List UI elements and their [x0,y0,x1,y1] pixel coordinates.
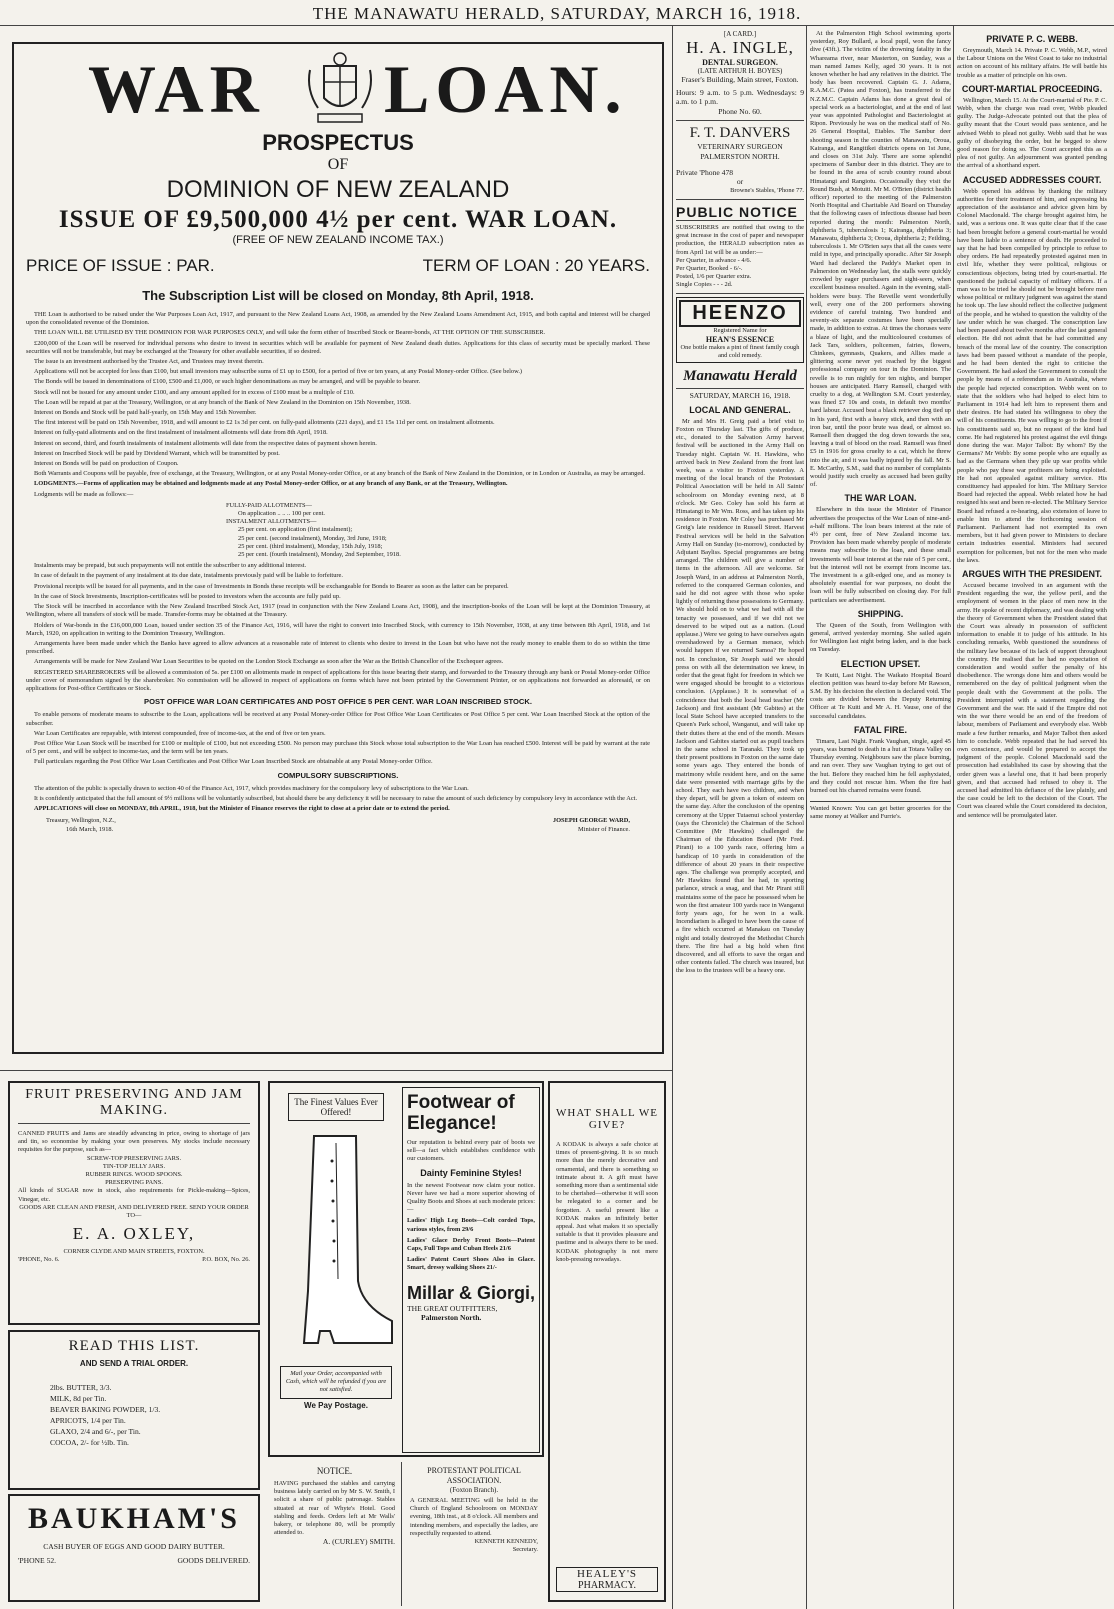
news-column-text: Te Kuiti, Last Night. The Waikato Hospital Board election petition was heard to-day before Mr Rawson, S.M. By his decision the election is declared void. The costs are divided between the Deputy Returning Officer at Te Kuiti and Mr A. H. Vause, one of the successful candidates. [810,671,951,720]
boot-icon [274,1131,398,1361]
section-heading: PRIVATE P. C. WEBB. [986,34,1078,44]
news-column-text: Wellington, March 15. At the Court-martial of Pte. P. C. Webb, when the charge was read over, Webb pleaded guilty. The Judge-Advocate pointed out that the plea of guilty meant that the Court would pass sentence, and he advised Webb to plead not guilty. Webb said that he was guilty of disobeying the order, but he begged to show good reason for doing so. The Court accepted this as a plea of not guilty. An adjournment was granted pending the arrival of a shorthand expert. [957,96,1107,170]
notice-body: A GENERAL MEETING will be held in the Church of England Schoolroom on MONDAY evening, 18th inst., at 8 o'clock. All members and intending members, and especially the ladies, are respectfully requested to attend. [410,1497,538,1537]
rate-line: Posted, 1/6 per Quarter extra. [676,273,752,281]
allotments-schedule [26,502,650,559]
section-heading: LOCAL AND GENERAL. [689,404,791,415]
section-heading: ARGUES WITH THE PRESIDENT. [961,568,1102,579]
mail-order-note: Mail your Order, accompanied with Cash, which will be refunded if you are not satisfied. [280,1366,392,1399]
paragraph: Post Office War Loan Stock will be inscribed for £100 or multiple of £100, but not exceeding £500. No person may purchase this Stock whose total subscription to the War Loan has reached £500. Interest will be paid by warrant at the rate of 5 per cent., and will be subject to income-tax, and the term will be ten years. [26,739,650,756]
ad-address: CORNER CLYDE AND MAIN STREETS, FOXTON. [63,1248,205,1256]
paragraph: Interest on fully-paid allotments and on the first instalment of instalment allotments will date from 8th April, 1918. [34,429,328,437]
paragraph: The attention of the public is specially drawn to section 40 of the Finance Act, 1917, which provides machinery for the compulsory levy of subscriptions to the War Loan. [34,784,469,792]
paragraph: Stock will not be issued for any amount under £100, and any amount applied for in excess of £100 must be a multiple of £10. [34,388,355,396]
list-item: PRESERVING PANS. [105,1179,163,1187]
vet-name: F. T. DANVERS [689,125,791,142]
news-column-text: Mr and Mrs H. Greig paid a brief visit to Foxton on Thursday last. The gifts of produce, etc., donated to the Salvation Army harvest festival will be auctioned in the Army Hall on Tuesday night. Captain W. H. Hawkins, who arrived back in New Zealand from the front last week, was a visitor to Foxton yesterday. A meeting of the local branch of the Protestant Political Association will be held in All Saints' schoolroom on Monday evening next, at 8 o'clock. Mr Geo. Coley has sold his farm at Himatangi to Mr Wm. Ross, and has taken up his residence in Foxton. Mr Coley has purchased Mr Greig's late residence in Russell Street. Harvest Festival services will be held in the Salvation Army Hall on Sunday (to-morrow), conducted by Adjutant Bayliss. Special programmes are being arranged. The children will give a number of items in the afternoon. All are welcome. Sir Joseph Ward, in an address at Palmerston North, referred to the conquered German colonies, and said he did not agree with those who spoke lightly of returning these possessions to Germany. We should hold on to what we had with all the tenacity we possessed, and if we did not we deserved to be wiped out as a nation. (Loud applause.) Were we going to have ourselves again overshadowed by a German menace, which would happen if we returned Samoa? He hoped not. In conclusion, Sir Joseph said we should press on with all the determination we knew, in order that the great fight for freedom in which we were engaged should be brought to a victorious conclusion. (Applause.) It is somewhat of a coincidence that both the local head teacher (Mr Jackson) and first assistant (Mr Gabites) at the local State School have accepted transfers to the Queen's Park school, Wanganui, and will take up their duties there at the end of the month. Messrs Jackson and Gabites started out as pupil teachers in the same school in Taranaki. They took up their present positions in Foxton on the same date some years ago. They entered the bonds of matrimony while resident here, and on the same date were presented with marriage gifts by the school. They each have two children, and when they depart, will be given a token of esteem on the same day. After the conclusion of the opening ceremony at the Upper Tutaenui school yesterday (says the Chronicle) the Chairman of the School Committee (Mr Hawkins) challenged the Chairman of the Education Board (Mr Fred. Pirani) to a 100 yards race, offering him a handicap of 10 yards in consideration of the difference of about 20 years in their respective ages. The challenge was promptly accepted, and Mr Hawkins found that he had, in sporting parlance, struck a snag, and that Mr Pirani still maintains some of the pace he possessed when he won the first amateur 100 yards race in Wanganui forty years ago, for he won in a walk. Incendiarism is alleged to have been the cause of a fire which occurred at Manakau on Tuesday night and totally destroyed the Methodist Church there. The fire had a big hold when first discovered, and all efforts to save the organ and other contents failed. The church was insured, but the loss to the trustees will be a heavy one. [676,417,804,975]
finest-values-banner: The Finest Values Ever Offered! [288,1093,384,1121]
paragraph: Both Warrants and Coupons will be payable, free of exchange, at the Treasury, Wellington, or at any Postal Money-order Office, or at any branch of the Bank of New Zealand in the Dominion, or in London or Australia, as may be arranged. [34,470,646,478]
price-list [20,1382,248,1448]
ad-body: In the newest Footwear now claim your notice. Never have we had a more superior showing of Quality Boots and Shoes at such moderate prices:— [407,1181,535,1214]
column-5 [957,30,1107,1606]
section-heading: THE WAR LOAN. [844,493,917,504]
price-item: Ladies' Glace Derby Front Boots—Patent Caps, Full Tops and Cuban Heels 21/6 [407,1236,535,1253]
paragraph: Interest on Inscribed Stock will be paid by Dividend Warrant, which will be transmitted by post. [34,449,280,457]
schedule-line: 25 per cent. (third instalment), Monday, 15th July, 1918; [238,542,383,550]
ad-body: A KODAK is always a safe choice at times of present-giving. It is so much more than the merely decorative and ornamental, and there is something so intimate about it. A gift must have something more than a sentimental side to be cherished—otherwise it will soon be relegated to a corner and be forgotten. A useful present like a KODAK makes an infinitely better appeal. Just what makes it so specially suitable is that it provides pleasure and pastime and is always there to be used. KODAK photography is not mere knob-pressing nowadays. [556,1141,658,1263]
masthead: THE MANAWATU HERALD, SATURDAY, MARCH 16, 1918. [0,0,1114,26]
pla-notice [404,1462,544,1606]
section-heading: COURT-MARTIAL PROCEEDING. [961,83,1103,94]
shop-town: Palmerston North. [421,1313,482,1323]
rate-line: Single Copies - - - 2d. [676,281,804,293]
rate-line: Per Quarter, in advance - 4/6. [676,256,752,264]
coat-of-arms-emblem [304,50,376,126]
issue-heading: ISSUE OF £9,500,000 4½ per cent. WAR LOAN. [58,206,618,233]
news-column-text: Timaru, Last Night. Frank Vaughan, single, aged 45 years, was burned to death in a hut at Totara Valley on Thursday evening. Neighbours saw the place burning, and ran over. They saw Vaughan trying to get out of the hut. Before they reached him he fell asphyxiated, and they could not rescue him. When the fire had burned out his charred remains were found. [810,737,951,795]
notice-title: NOTICE. [316,1466,353,1476]
column-rule [672,26,673,1609]
kodak-gift-ad [548,1081,666,1602]
section-rule [0,1070,672,1071]
ad-merchant-name: E. A. OXLEY, [72,1224,196,1244]
war-loan-header [26,50,650,128]
list-item: SCREW-TOP PRESERVING JARS. [86,1154,182,1162]
news-column-text: Webb opened his address by thanking the military authorities for their treatment of him, and expressing his appreciation of the assistance and advice given him by Colonel Macdonald. The charge brought against him, he said, was a serious one. It was quite clear that if the case had been brought before a general court-martial he would have been liable to a sentence of death. He proceeded to say that he had been compelled by principle to refuse to obey orders. He had repeatedly protested against men in civil life, whether they were political, religious or conscientious objectors, being tried by court-martial. He questioned the judicial capacity of military officers. If a man was to be tried he should not be brought before men whose political or military judgment was against the stand he took up. The law should reflect the collective judgment of the people, and he wished to question the validity of the law under which he was charged. The conscription law had been passed about twelve months after the last general election. He did not admit that he had committed any breach of the moral law of the country. The conscription laws had been passed without a mandate of the people, and he had been denied the right to criticise the Government. He had asked the Government to consult the people by means of a referendum as in Australia, where the people had rejected conscription. Webb went on to state that the soldiers who had helped to elect him to Parliament in 1914 had left him to represent them and their desires. He had stated his willingness to obey the will of his constituents. He was willing to go to the front if his constituents said so, but no request of the kind had come. He had registered his protest against the evil things done during the war. Major Talbot: By whom? By the Germans? Mr Webb: By some people who are equally as bad as the Germans when they pile up war profits while people who pay these war profiteers are being exploited. He had not appealed against military service. His constituency had appealed for him. The Military Service Board had rejected the appeal. Webb related how he had resigned his seat and been re-elected. The Military Service Board had refused a re-hearing, also extension of leave to enable him to attend the forthcoming session of Parliament. Parliament had not exempted its own members, but it had given power to Ministers to declare certain industries essential. Ministers had secured exemption for policemen, but not for the men who made the laws. [957,187,1107,564]
stables-notice [268,1462,402,1606]
list-item: RUBBER RINGS. WOOD SPOONS. [85,1171,183,1179]
closing-notice: The Subscription List will be closed on Monday, 8th April, 1918. [142,288,534,303]
paragraph: The Loan will be repaid at par at the Treasury, Wellington, or at any branch of the Bank of New Zealand in the Dominion on 15th November, 1938. [34,398,411,406]
ad-line: CASH BUYER OF EGGS AND GOOD DAIRY BUTTER. [43,1542,225,1551]
ad-sugar: All kinds of SUGAR now in stock, also requirements for Pickle-making—Spices, Vinegar, etc. [18,1187,250,1203]
news-column-text: Greymouth, March 14. Private P. C. Webb, M.P., wired the Labour Unions on the West Coast to take no industrial action on account of his military affairs. He will battle his trouble as a matter of principle on his own. [957,47,1107,79]
fruit-preserving-ad [8,1081,260,1325]
ad-body: CANNED FRUITS and Jams are steadily advancing in price, owing to shortage of jars and tin, so economise by making your own preserves. My stocks include necessary requisites for the purpose, such as— [18,1130,250,1154]
public-notice-body: SUBSCRIBERS are notified that owing to the great increase in the cost of paper and newspaper production, the HERALD subscription rates as from April 1st will be as under:— [676,223,804,256]
section-heading: FATAL FIRE. [854,724,907,735]
war-loan-title-right: LOAN. [384,51,628,127]
dentist-building: Fraser's Building, Main street, Foxton. [681,75,799,84]
dentist-name: H. A. INGLE, [686,38,794,57]
list-item: COCOA, 2/- for ½lb. Tin. [50,1438,129,1447]
post-office-heading: POST OFFICE WAR LOAN CERTIFICATES AND POST OFFICE 5 PER CENT. WAR LOAN INSCRIBED STOCK. [144,697,532,707]
schedule-heading: INSTALMENT ALLOTMENTS— [226,518,317,526]
war-loan-prospectus [12,42,664,1054]
paragraph: £200,000 of the Loan will be reserved for individual persons who desire to invest in securities which will be available for payment of New Zealand death duties. Applications for this class of security must be specially marked. These securities will not be transferable, but may be exchanged at the Treasury for other available securities, if so desired. [26,339,650,355]
column-4 [810,30,951,1606]
section-heading: SHIPPING. [857,608,904,619]
ad-headline: Footwear of [407,1092,515,1113]
paragraph: Arrangements will be made for New Zealand War Loan Securities to be quoted on the London Stock Exchange as soon after the War as the British Chancellor of the Exchequer agrees. [34,658,504,666]
boot-illustration-panel [274,1087,398,1453]
ad-subtitle: AND SEND A TRIAL ORDER. [79,1359,189,1368]
dentist-hours: Hours: 9 a.m. to 5 p.m. Wednesdays: 9 a.m. to 1 p.m. [676,87,804,107]
prospectus-body [26,311,650,834]
footwear-text-panel [402,1087,540,1453]
signature-block [26,817,650,833]
pharmacy-name: HEALEY'S [576,1568,638,1580]
paragraph: Applications will not be accepted for less than £100, but small investors may subscribe sums of £1 up to £500, for a period of five or ten years, at any Postal Money-order Office. (See below.) [34,368,523,376]
section-heading: ELECTION UPSET. [840,658,921,669]
vet-phone: Browne's Stables, 'Phone 77. [676,187,804,200]
ad-po-box: P.O. BOX, No. 26. [202,1256,250,1264]
herald-date: SATURDAY, MARCH 16, 1918. [689,391,791,401]
ad-body: Our reputation is behind every pair of boots we sell—a fact which establishes confidence with our customers. [407,1139,535,1163]
column-rule [806,26,807,1609]
notice-signed: A. (CURLEY) SMITH. [322,1537,395,1547]
news-column-text: At the Palmerston High School swimming sports yesterday, Roy Bullard, a local pupil, won the fancy dive (43ft.). The victim of the drowning fatality in the Whareama river, near Masterton, on Sunday, was a man named James Kelly, aged 30 years. It is not known whether he had any relatives in the district. The body has been recovered. Captain G. J. Adams, R.A.M.C. (Patea and Foxton), has transferred to the N.Z.M.C. Captain Adams has done a great deal of special work as a bacteriologist, and at the end of last year was appointed Pathologist and Bacteriologist at Ripon. Previously he was on the medical staff of No. 26 General Hospital, Etables. The Sambur deer shooting season in the counties of Manawatu, Oroua, Kairanga, and Rangitikei districts opens on 1st June, and closes on 31st July. There are some splendid specimens of Sambur deer in this district. They are to be found in the area of scrub country round about Himatangi and Rangiotu. Occasionally they visit the Round Bush, at Motuiti. Mr M. O'Brien (district health officer) reported to the meeting of the Palmerston North Hospital and Charitable Aid Board on Thursday that the following cases of infectious disease had been reported during the month: Palmerston North, diphtheria 5, tuberculosis 1; Kairanga, diphtheria 3; Manawatu, diphtheria 3; Oroua, diphtheria 2; Feilding, tuberculosis 1. Mr O'Brien says that all the cases were mild in type, and principally sporadic. After Sir Joseph Ward had declared the Paddy's Market open in Palmerston on Wednesday last, the stalls were quickly crowded by eager purchasers and sight-seers, when excellent business resulted. Again in the evening, stall-holders were busy. The Reveille went wonderfully well, every one of the 200 performers showing evidence of careful training. Two hundred and seventy-six separate costumes have been specially made, in addition to extras. At times the choruses were a blaze of light, and the multicoloured costumes of Jack Tars, soldiers, policemen, fairies, flowers, Chinkees, gymnasts, Quakers, and Allies made a glittering scene never yet reached by the biggest professional company on tour in the Dominion. The revelle is to run nightly for ten nights, and bumper houses are anticipated. Harry Ramsell, charged with cruelty to a dog, at Wellington S.M. Court yesterday, was fined £7 10s and costs, in default two months' hard labour. Accused beat a black retriever dog tied up in his yard, first with a heavy stick, and then with an iron bar, until the poor brute was dead, or almost so. Ramsell then dragged the dog down towards the sea, leaving a trail of blood on the road. Ramsell was fined £5 in 1916 for gross cruelty to a cat, which he threw into the air, and it was badly injured by the fall. Mr S. E. McCarthy, S.M., said that no number of complaints would justify such cruelty as accused had been guilty of. [810,30,951,489]
paragraph: Arrangements have been made under which the Banks have agreed to allow advances at a reasonable rate of interest to clients who desire to invest in the Loan but who have not the ready money to enable them to do so within the time prescribed. [26,639,650,656]
ad-title: READ THIS LIST. [68,1338,200,1354]
postage-note: We Pay Postage. [304,1400,368,1410]
signatory: JOSEPH GEORGE WARD, [552,817,630,825]
dentist-phone: Phone No. 60. [676,107,804,122]
heenzo-ad [676,297,804,364]
wanted-notice: Wanted Known: You can get better groceries for the same money at Walker and Furrie's. [810,801,951,821]
paragraph: Instalments may be prepaid, but such prepayments will not entitle the subscriber to any additional interest. [34,562,307,570]
ad-title: WHAT SHALL WE GIVE? [556,1107,659,1131]
of-label: OF [327,156,349,173]
ad-phone: 'PHONE, No. 6. [18,1256,60,1264]
price-term-row [26,256,650,276]
vet-town: PALMERSTON NORTH. [700,151,780,161]
schedule-line: 25 per cent. on application (first instalment); [238,526,353,534]
heenzo-desc: One bottle makes a pint of finest family cough and cold remedy. [680,343,800,359]
heenzo-product: HEAN'S ESSENCE [705,334,775,344]
notice-subtitle: (Foxton Branch). [449,1486,499,1494]
card-label: [A CARD.] [723,30,757,38]
income-tax-note: (FREE OF NEW ZEALAND INCOME TAX.) [232,234,444,246]
dentist-late: (LATE ARTHUR H. BOYES) [697,67,783,75]
schedule-heading: FULLY-PAID ALLOTMENTS— [226,501,312,509]
column-rule [953,26,954,1609]
baukham-ad [8,1494,260,1602]
paragraph: The Bonds will be issued in denominations of £100, £500 and £1,000, or such higher denominations as may be arranged, and will be payable to bearer. [34,378,421,386]
schedule-line: 25 per cent. (second instalment), Monday, 3rd June, 1918; [238,534,387,542]
paragraph: The Stock will be inscribed in accordance with the New Zealand Inscribed Stock Act, 1917 (read in conjunction with the New Zealand Loans Act, 1908), and the inscription-books of the Loan will be kept at the Dominion Treasury, at Wellington, where all transfers of stock will be made. Transfer-forms may be obtained at the Treasury. [26,603,650,619]
paragraph: In the case of Stock Investments, Inscription-certificates will be posted to investors when the accounts are fully paid up. [34,592,341,600]
price-item: Ladies' Patent Court Shoes Also in Glace. Smart, dressy walking Shoes 21/- [407,1256,535,1272]
ad-phone: 'PHONE 52. [18,1555,57,1565]
list-item: GLAXO, 2/4 and 6/-, per Tin. [50,1427,141,1436]
list-item: 2lbs. BUTTER, 3/3. [50,1383,112,1392]
ad-subheading: Dainty Feminine Styles! [420,1167,522,1178]
paragraph: Provisional receipts will be issued for all payments, and in the case of Investments in Bonds these receipts will be exchangeable for Bonds to Bearer as soon as the latter can be prepared. [34,582,509,590]
notice-body: HAVING purchased the stables and carrying business lately carried on by Mr S. W. Smith, I solicit a share of public patronage. Stables situated at rear of Whyte's Hotel. Good stabling and feeds. Orders left at Mr Walls' bakery, or telephone 80, will be promptly attended to. [274,1480,395,1537]
paragraph: To enable persons of moderate means to subscribe to the Loan, applications will be received at any Postal Money-order Office for Post Office War Loan Certificates or Post Office 5 per cent. War Loan Inscribed Stock at the option of the subscriber. [26,711,650,727]
price-item: Ladies' High Leg Boots—Colt corded Tops, various styles, from 29/6 [407,1217,535,1233]
notice-role: Secretary. [512,1546,538,1554]
news-column-text: Accused became involved in an argument with the President regarding the war, the yellow peril, and the employment of women in the place of men now in the army. He spoke of recent diplomacy, and was dealing with the theory of Government when the President stated that the Court was already in possession of sufficient information to enable it to judge of his attitude. In his concluding remarks, Webb questioned the soundness of the military law because of its lack of support throughout the country. He realised that he had no expectation of consideration and would suffer the penalty of his disobedience. The wrongs done him and others would be remembered on the day of political judgment when the people dealt with the Government at the polls. The President interrupted with a statement regarding the Government and the war. He said if the Empire did not win the war there would be an end of the freedom of labour, members of Parliament and everybody else. Webb made a few further remarks, and Major Talbot then asked him to conclude. Webb repeated that he had served his own conscience, and would be prepared to accept the judgment of the people. Colonel Macdonald said the prosecution had established its case by showing that the order given was a lawful one, that it had been properly given, and that accused had refused to obey it. The accused had admitted his defiance of the law plainly, and the case could be left to the decision of the Court. The Court was cleared while the Court considered its decision, and sentence will be promulgated later. [957,581,1107,819]
notice-signed: KENNETH KENNEDY, [474,1538,538,1546]
news-column-text: The Queen of the South, from Wellington with general, arrived yesterday morning. She sailed again for Wellington last night being laden, and is due back on Tuesday. [810,621,951,654]
paragraph: Interest on Bonds and Stock will be paid half-yearly, on 15th May and 15th November. [34,409,257,417]
paragraph: The first interest will be paid on 15th November, 1918, and will amount to £2 1s 3d per cent. on fully-paid allotments (221 days), and £1 15s 11d per cent. on instalment allotments. [34,419,495,427]
paragraph: Holders of War-bonds in the £16,000,000 Loan, issued under section 35 of the Finance Act, 1916, will have the right to convert into Inscribed Stock, with currency to 15th November, 1938, at any time between 8th April, 1918, and 1st March, 1920, on application in writing to the Dominion Treasury, Wellington. [26,621,650,637]
pharmacy-label: PHARMACY. [578,1580,636,1591]
dominion-heading: DOMINION OF NEW ZEALAND [166,176,510,203]
prospectus-heading: PROSPECTUS [262,130,414,155]
treasury-line: Treasury, Wellington, N.Z., [46,817,116,825]
ad-delivered: GOODS DELIVERED. [177,1555,250,1565]
list-item: APRICOTS, 1/4 per Tin. [50,1416,126,1425]
shop-name: Millar & Giorgi, [407,1282,536,1303]
rate-line: Per Quarter, Booked - 6/-. [676,264,743,272]
paragraph: Interest on Bonds will be paid on production of Coupon. [34,460,179,468]
section-heading: ACCUSED ADDRESSES COURT. [962,174,1102,185]
treasury-date: 16th March, 1918. [66,825,114,833]
ad-item-list [18,1155,250,1188]
paragraph: Interest on second, third, and fourth instalments of instalment allotments will date from the respective dates of payment shown herein. [34,439,377,447]
sharebrokers-paragraph: REGISTERED SHAREBROKERS will be allowed a commission of 5s. per £100 on allotments made in respect of applications for this issue bearing their stamp, and forwarded to the Treasury through any bank or Postal Money-order Office under cover of memorandum signed by the sharebroker. No commission will be allowed in respect of applications on forms which have not been printed by the Government Printer, or on applications not forwarded as aforesaid, or on applications for Post-office Certificates or Stock. [26,668,650,692]
ad-contact-row [18,1256,250,1264]
heenzo-tag: Registered Name for [713,326,767,334]
ad-goods: GOODS ARE CLEAN AND FRESH, AND DELIVERED FREE. SEND YOUR ORDER TO— [19,1203,249,1220]
paragraph: War Loan Certificates are repayable, with interest compounded, free of income-tax, at the end of five or ten years. [34,729,326,737]
term-of-loan: TERM OF LOAN : 20 YEARS. [422,256,650,275]
column-3 [676,30,804,1606]
news-column-text: Elsewhere in this issue the Minister of Finance advertises the prospectus of the War Loan of nine-and-a-half millions. The loan bears interest at the rate of 4½ per cent, free of New Zealand income tax. Provision has been made whereby people of moderate means may subscribe to the loan, and these small investments will bear interest at the rate of 5 per cent., but the interest will not be exempt from income tax. The investment is a gilt-edged one, and as money is absolutely essential for war purposes, no doubt the loan will be fully subscribed on closing day. For full particulars see advertisement. [810,506,951,604]
ad-contact-row [18,1556,250,1566]
footwear-ad [268,1081,544,1457]
minister-block [553,817,650,833]
list-item: TIN-TOP JELLY JARS. [102,1162,166,1170]
pharmacy-box [556,1567,658,1592]
lodgments-paragraph: LODGMENTS.—Forms of application may be obtained and lodgments made at any Postal Money-order Office, or at any branch of any Bank, or at the Treasury, Wellington. [34,480,508,488]
shop-tagline: THE GREAT OUTFITTERS, [407,1303,498,1313]
schedule-line: On application .. .. .. 100 per cent. [238,510,325,518]
read-list-ad [8,1330,260,1490]
vet-title: VETERINARY SURGEON [697,142,783,152]
herald-nameplate: Manawatu Herald [676,368,804,389]
notice-title: PROTESTANT POLITICAL ASSOCIATION. [427,1466,521,1485]
heenzo-logo: HEENZO [679,300,801,327]
paragraph: It is confidently anticipated that the full amount of 9½ millions will be voluntarily subscribed, but should there be any deficiency it will be necessary to raise the amount of such deficiency by compulsory levy in accordance with the Act. [34,794,638,802]
list-item: MILK, 8d per Tin. [50,1394,107,1403]
paragraph: Lodgments will be made as follows:— [34,490,134,498]
minister-title: Minister of Finance. [577,825,630,833]
paragraph: The issue is an investment authorised by the Trustee Act, and Trustees may invest therein. [34,358,264,366]
paragraph: Full particulars regarding the Post Office War Loan Certificates and Post Office War Loan Inscribed Stock are obtainable at any Postal Money-order Office. [34,758,433,766]
ad-headline: Elegance! [407,1113,497,1134]
war-loan-title-left: WAR [88,51,265,127]
paragraph: THE Loan is authorised to be raised under the War Purposes Loan Act, 1917, and pursuant to the New Zealand Loans Act, 1908, as amended by the New Zealand Loans Amendment Act, 1915, and both capital and interest will be charged upon the consolidated revenue of the Dominion. [26,311,650,327]
compulsory-heading: COMPULSORY SUBSCRIPTIONS. [277,770,399,780]
dentist-title: DENTAL SURGEON. [702,58,778,67]
schedule-line: 25 per cent. (fourth instalment), Monday, 2nd September, 1918. [238,551,401,559]
price-of-issue: PRICE OF ISSUE : PAR. [26,256,215,275]
paragraph: THE LOAN WILL BE UTILISED BY THE DOMINION FOR WAR PURPOSES ONLY, and will take the form either of Inscribed Stock or Bearer-bonds, AT THE OPTION OF THE SUBSCRIBER. [34,329,546,337]
ad-merchant-name: BAUKHAM'S [27,1502,240,1535]
paragraph: In case of default in the payment of any instalment at its due date, instalments previously paid will be liable to forfeiture. [34,572,343,580]
vet-phone: Private 'Phone 478 [676,167,734,177]
list-item: BEAVER BAKING POWDER, 1/3. [50,1405,161,1414]
applications-close: APPLICATIONS will close on MONDAY, 8th APRIL, 1918, but the Minister of Finance reserves the right to close at a prior date or to extend the period. [34,805,450,813]
public-notice-title: PUBLIC NOTICE [676,204,804,221]
vet-or: or [736,177,744,187]
treasury-block [26,817,116,833]
ad-title: FRUIT PRESERVING AND JAM MAKING. [18,1087,250,1124]
